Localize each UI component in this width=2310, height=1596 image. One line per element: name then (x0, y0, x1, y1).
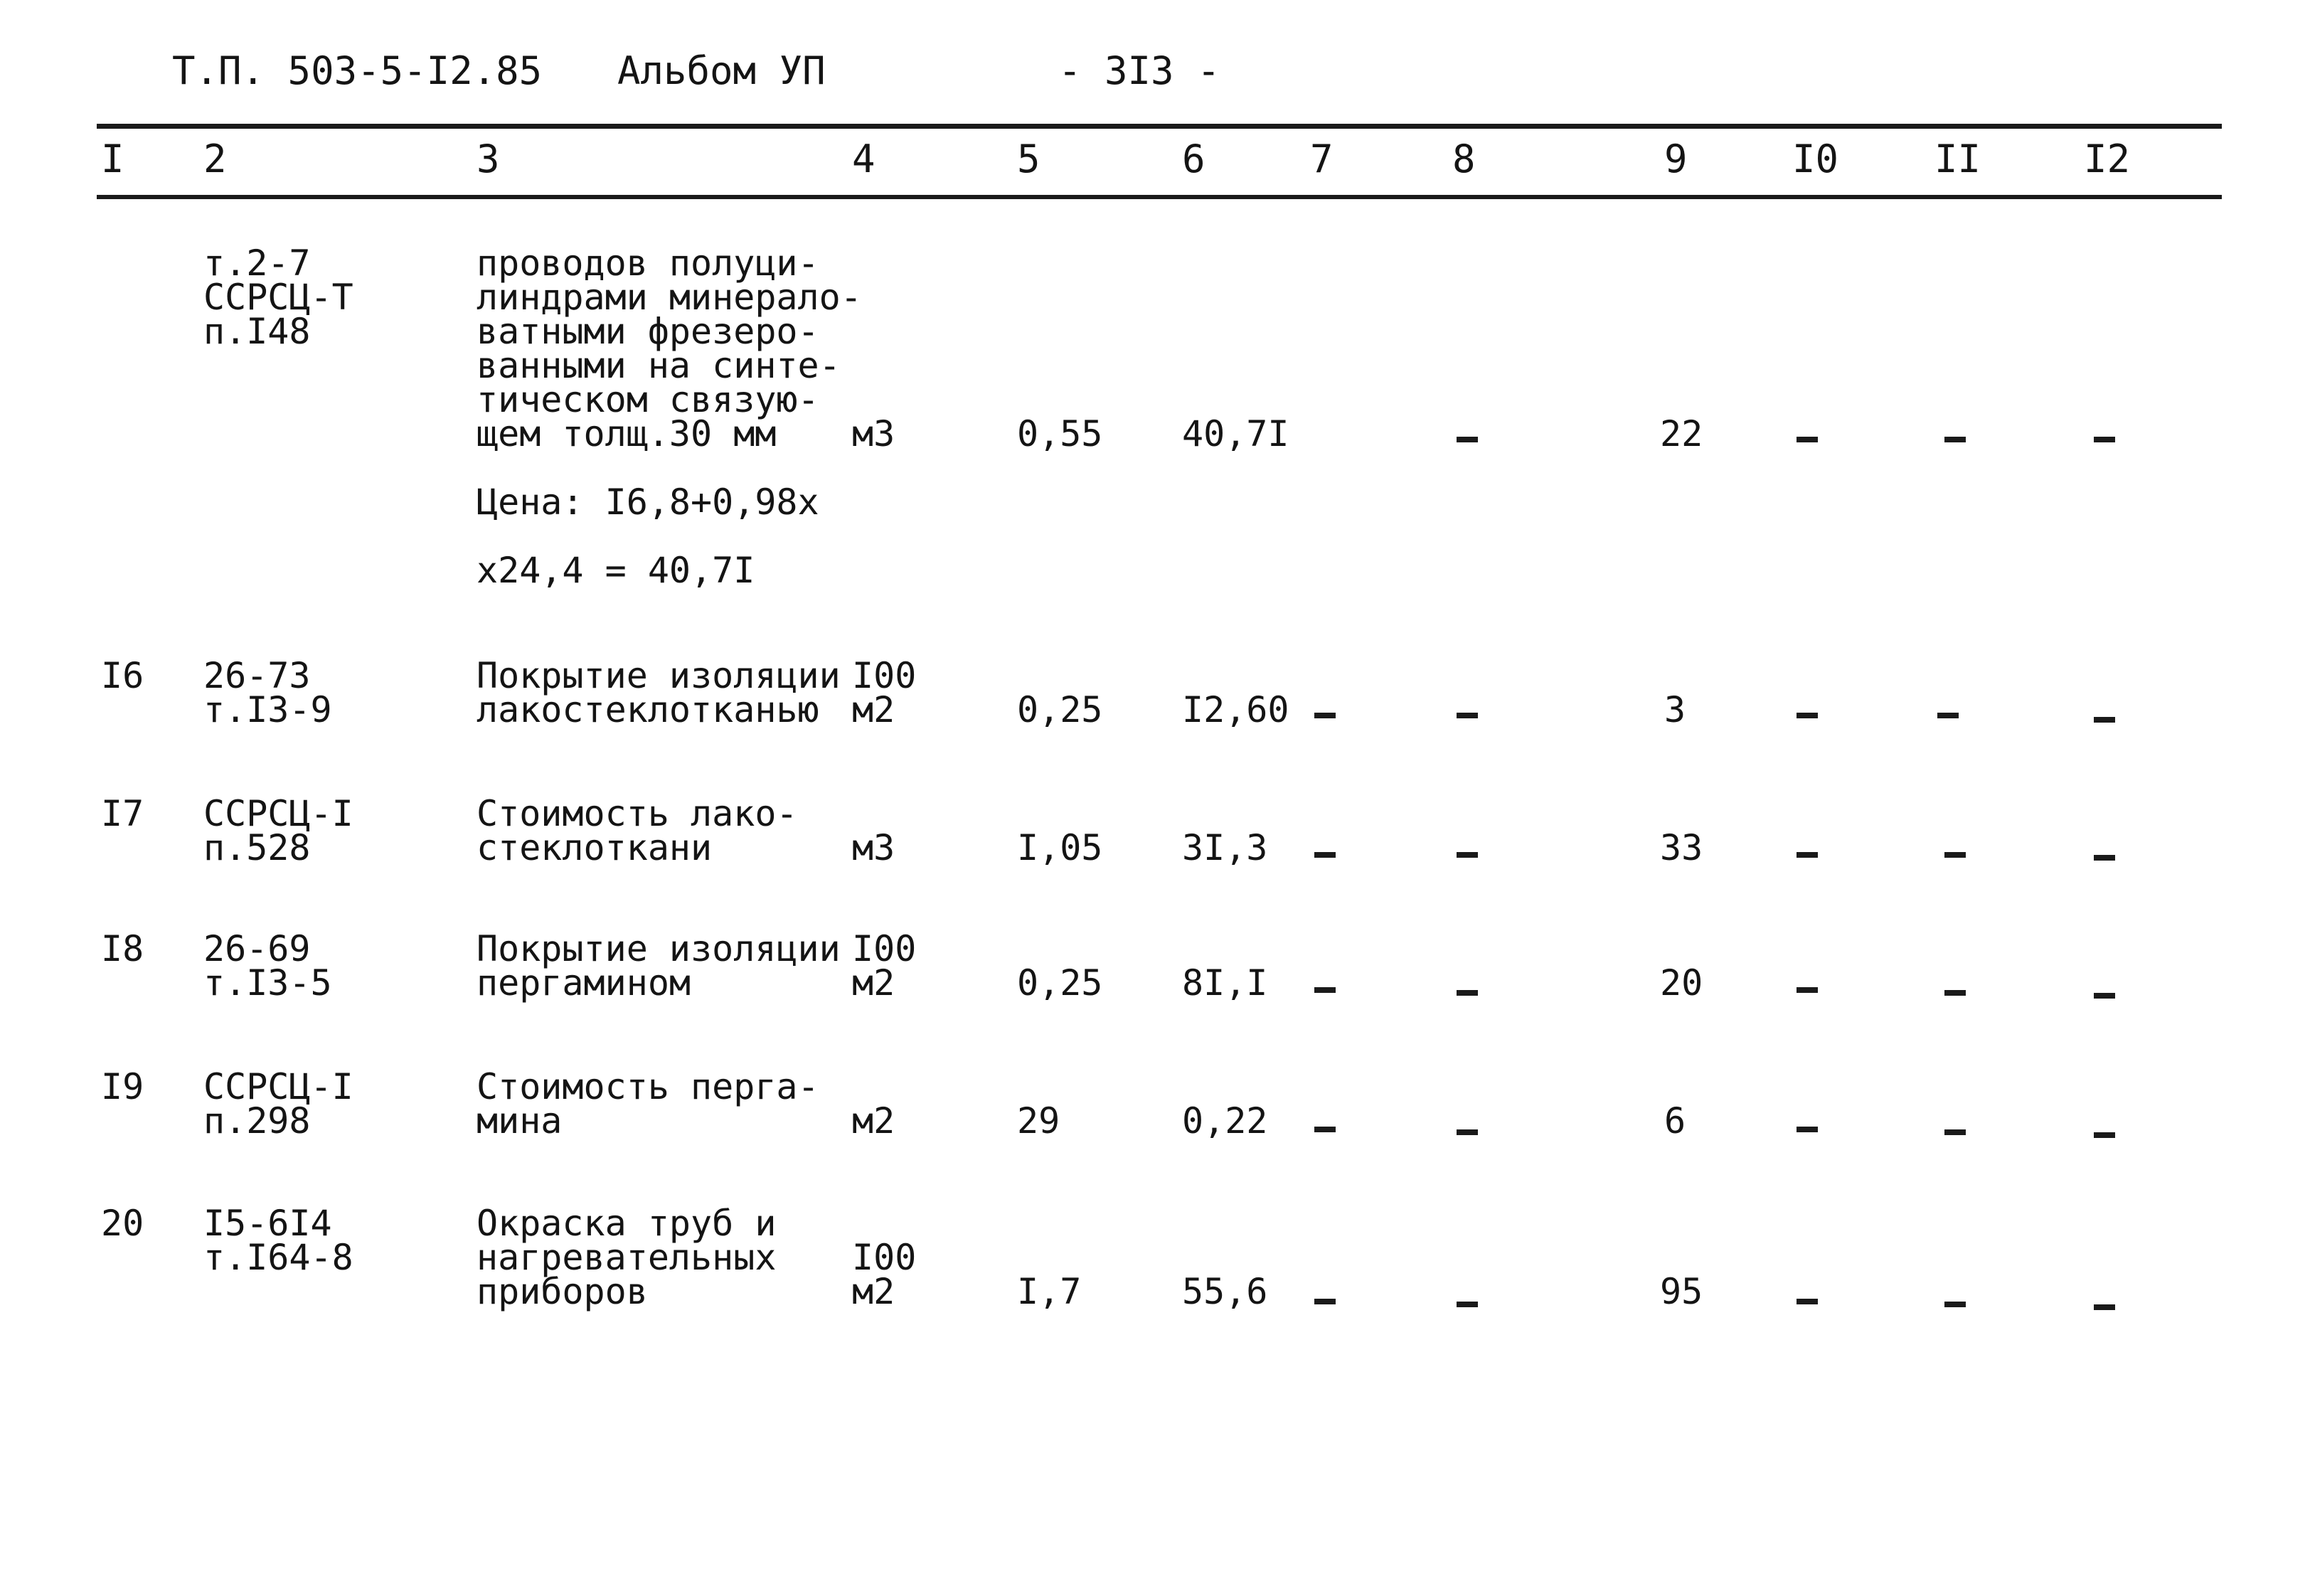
row-unit: м2 (852, 1100, 895, 1142)
row-col12-dash (2094, 855, 2115, 861)
album-label: Альбом УП (617, 48, 826, 93)
column-header-1: I (101, 137, 124, 181)
row-col10-dash (1797, 987, 1818, 993)
row-col12-dash (2094, 1304, 2115, 1310)
row-number: I8 (101, 928, 144, 969)
row-col7-dash (1314, 987, 1336, 993)
row-col11-dash (1944, 1129, 1966, 1135)
row-col10-dash (1797, 713, 1818, 718)
row-col8-dash (1457, 852, 1478, 858)
row-code: 26-69 т.I3-5 (203, 928, 332, 1004)
row-col10-dash (1797, 852, 1818, 858)
column-header-12: I2 (2084, 137, 2131, 181)
column-header-6: 6 (1182, 137, 1205, 181)
column-header-8: 8 (1452, 137, 1476, 181)
row-col11-dash (1937, 713, 1959, 718)
column-header-4: 4 (852, 137, 875, 181)
row-description: Окраска труб и нагревательных приборов (477, 1203, 777, 1312)
row-number: I7 (101, 793, 144, 834)
row-code: ССРСЦ-I п.298 (203, 1066, 353, 1142)
row-col7-dash (1314, 713, 1336, 718)
row-unit: м3 (852, 827, 895, 868)
column-header-10: I0 (1792, 137, 1839, 181)
row-col9: 6 (1664, 1100, 1686, 1142)
row-quantity: I,05 (1017, 827, 1103, 868)
row-col12-dash (2094, 437, 2115, 442)
row-col9: 3 (1664, 689, 1686, 730)
row-quantity: 0,25 (1017, 689, 1103, 730)
row-unit-price: 0,22 (1182, 1100, 1268, 1142)
row-col12-dash (2094, 993, 2115, 999)
row-description: проводов полуци- линдрами минерало- ватными фрезеро- ванными на синте- тическом связую- щем толщ.30 мм (477, 243, 862, 454)
table-header-rule (97, 195, 2222, 199)
column-header-9: 9 (1664, 137, 1688, 181)
column-header-11: II (1934, 137, 1981, 181)
row-col12-dash (2094, 1132, 2115, 1138)
row-unit: I00 м2 (852, 928, 917, 1004)
row-col7-dash (1314, 1127, 1336, 1132)
row-col11-dash (1944, 990, 1966, 996)
price-note-line-2: х24,4 = 40,7I (477, 550, 755, 591)
row-col10-dash (1797, 437, 1818, 442)
column-header-2: 2 (203, 137, 227, 181)
row-code: 26-73 т.I3-9 (203, 655, 332, 730)
row-col11-dash (1944, 852, 1966, 858)
row-number: I6 (101, 655, 144, 696)
row-number: 20 (101, 1203, 144, 1244)
row-unit: I00 м2 (852, 1237, 917, 1312)
row-unit-price: 8I,I (1182, 962, 1268, 1004)
row-unit-price: I2,60 (1182, 689, 1289, 730)
row-col8-dash (1457, 1302, 1478, 1307)
row-col8-dash (1457, 990, 1478, 996)
price-note-line-1: Цена: I6,8+0,98х (477, 482, 819, 523)
row-unit-price: 3I,3 (1182, 827, 1268, 868)
row-quantity: 0,55 (1017, 413, 1103, 454)
row-col10-dash (1797, 1299, 1818, 1304)
row-unit-price: 40,7I (1182, 413, 1289, 454)
row-col12-dash (2094, 717, 2115, 723)
document-code: Т.П. 503-5-I2.85 (172, 48, 543, 93)
row-col7-dash (1314, 852, 1336, 858)
row-code: т.2-7 ССРСЦ-Т п.I48 (203, 243, 353, 352)
row-col9: 33 (1660, 827, 1703, 868)
row-col9: 20 (1660, 962, 1703, 1004)
column-header-7: 7 (1310, 137, 1334, 181)
row-code: ССРСЦ-I п.528 (203, 793, 353, 868)
row-unit: м3 (852, 413, 895, 454)
row-description: Покрытие изоляции пергамином (477, 928, 841, 1004)
row-col8-dash (1457, 437, 1478, 442)
column-header-5: 5 (1017, 137, 1040, 181)
row-col11-dash (1944, 1302, 1966, 1307)
row-unit: I00 м2 (852, 655, 917, 730)
column-header-3: 3 (477, 137, 500, 181)
row-col11-dash (1944, 437, 1966, 442)
row-unit-price: 55,6 (1182, 1271, 1268, 1312)
row-quantity: I,7 (1017, 1271, 1082, 1312)
row-quantity: 29 (1017, 1100, 1060, 1142)
row-col10-dash (1797, 1127, 1818, 1132)
row-quantity: 0,25 (1017, 962, 1103, 1004)
row-description: Стоимость перга- мина (477, 1066, 819, 1142)
row-description: Стоимость лако- стеклоткани (477, 793, 798, 868)
row-col7-dash (1314, 1299, 1336, 1304)
row-number: I9 (101, 1066, 144, 1107)
row-code: I5-6I4 т.I64-8 (203, 1203, 353, 1278)
row-col9: 22 (1660, 413, 1703, 454)
page-number: - 3I3 - (1058, 48, 1220, 93)
row-col9: 95 (1660, 1271, 1703, 1312)
row-description: Покрытие изоляции лакостеклотканью (477, 655, 841, 730)
table-top-rule (97, 124, 2222, 129)
row-col8-dash (1457, 1129, 1478, 1135)
row-col8-dash (1457, 713, 1478, 718)
